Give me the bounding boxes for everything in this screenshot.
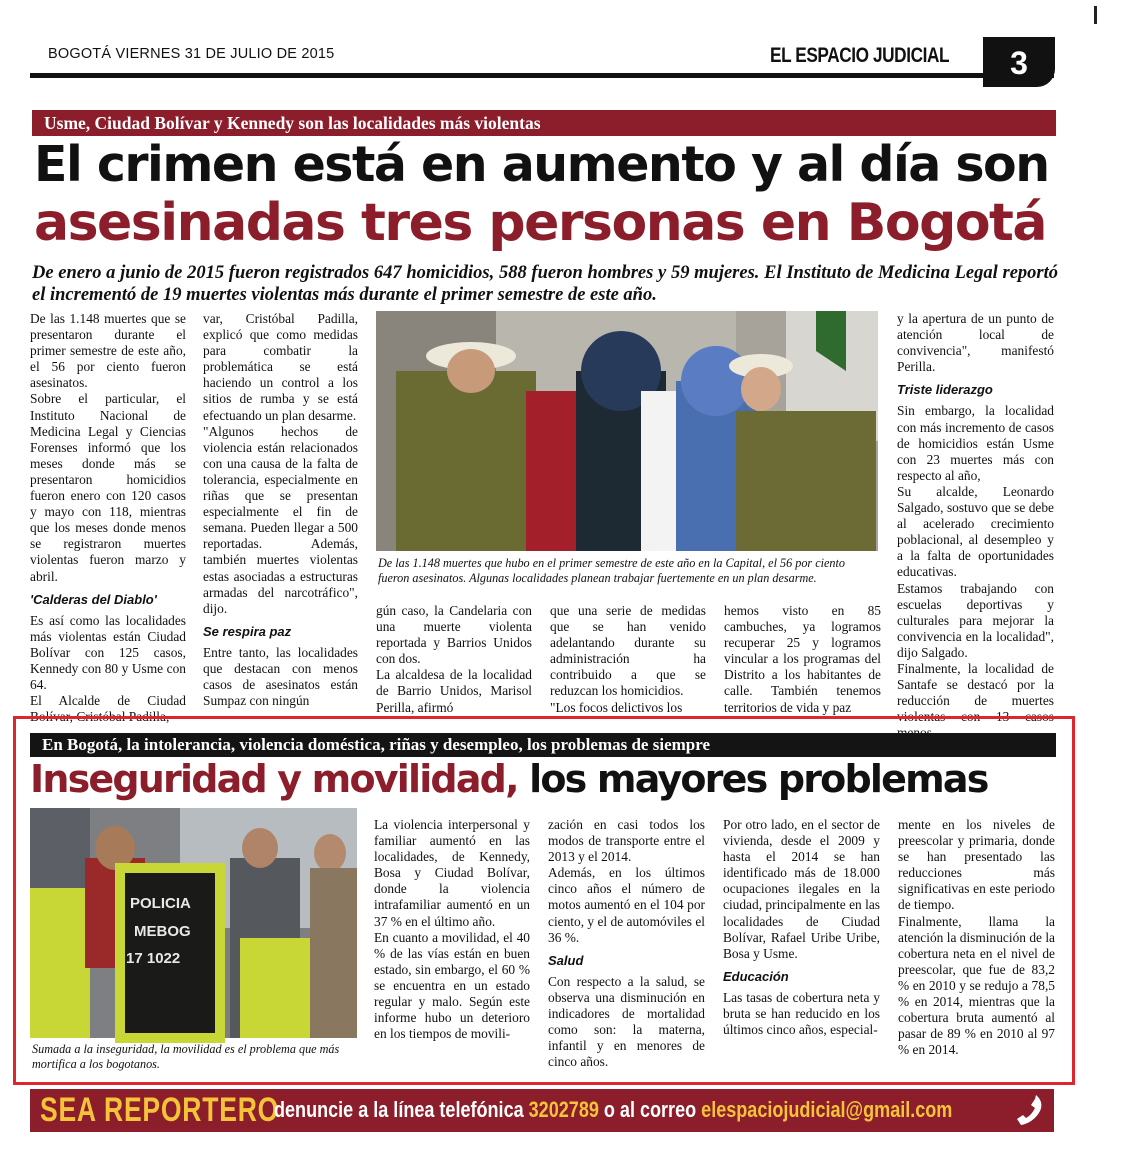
article1-column-2 xyxy=(203,311,358,713)
paragraph: Sobre el particular, el Instituto Nacional de Medicina Legal y Ciencias Forenses informó que los meses donde más se presentaron homicidios fueron enero con 120 casos y mayo con 118, mientras que los meses donde menos se registraron muertes violentas fueron marzo y abril. xyxy=(30,391,186,584)
paragraph: En cuanto a movilidad, el 40 % de las vías están en buen estado, sin embargo, el 60 % se encuentra en un estado regular y malo. Según este informe hubo un deterioro en los tiempos de movili- xyxy=(374,929,530,1042)
article1-column-6 xyxy=(897,311,1054,725)
article2-column-1 xyxy=(374,817,530,1077)
headline-black-part: los mayores problemas xyxy=(517,757,988,801)
subheading: Se respira paz xyxy=(203,623,292,639)
banner-email[interactable]: elespaciojudicial@gmail.com xyxy=(701,1097,953,1122)
article1-photo xyxy=(376,311,878,551)
article1-column-1 xyxy=(30,311,186,725)
paragraph: La alcaldesa de la localidad de Barrio Unidos, Marisol Perilla, afirmó xyxy=(376,667,532,715)
paragraph: De las 1.148 muertes que se presentaron durante el primer semestre de este año, el 56 por ciento fueron asesinatos. xyxy=(30,311,186,391)
paragraph: Las tasas de cobertura neta y bruta se han reducido en los últimos cinco años, especial- xyxy=(723,989,880,1038)
article2-column-4 xyxy=(898,817,1055,1077)
paragraph: mente en los niveles de preescolar y primaria, donde se han presentado las reducciones más significativas en este periodo de tiempo. xyxy=(898,817,1055,913)
paragraph: Su alcalde, Leonardo Salgado, sostuvo que se debe al acelerado crecimiento poblacional, al desempleo y a la falta de oportunidades educativas. xyxy=(897,483,1054,580)
paragraph: Sin embargo, la localidad con más incremento de casos de homicidios están Usme con 23 muertes más con respecto al año, xyxy=(897,403,1054,483)
article1-headline-line1: El crimen está en aumento y al día son xyxy=(34,136,1049,193)
vest-text-line-3: 17 1022 xyxy=(126,950,181,967)
paragraph: Finalmente, la localidad de Santafe se destacó por la reducción de muertes violentas con 13 casos xyxy=(897,660,1054,725)
subheading: Triste liderazgo xyxy=(897,382,993,398)
paragraph: hemos visto en 85 cambuches, ya logramos recuperar 25 y logramos vincular a los programas del Distrito a los habitantes de calle. También tenemos territorios de vida y paz xyxy=(724,603,881,715)
article2-kicker: En Bogotá, la intolerancia, violencia doméstica, riñas y desempleo, los problemas de siempre xyxy=(30,733,1056,757)
section-name: EL ESPACIO JUDICIAL xyxy=(770,44,950,67)
dateline: BOGOTÁ VIERNES 31 DE JULIO DE 2015 xyxy=(48,46,335,62)
paragraph: zación en casi todos los modos de transporte entre el 2013 y el 2014. xyxy=(548,817,705,865)
article2-photo-caption: Sumada a la inseguridad, la movilidad es el problema que más mortifica a los bogotanos. xyxy=(32,1042,340,1071)
page-number: 3 xyxy=(983,37,1055,87)
paragraph: Además, en los últimos cinco años el número de motos aumentó en el 104 por ciento, y el de automóviles el 36 %. xyxy=(548,865,705,945)
article1-photo-caption: De las 1.148 muertes que hubo en el primer semestre de este año en la Capital, el 56 por ciento fueron asesinatos. Algunas localidades planean trabajar fuertemente en un plan desarme. xyxy=(378,556,845,585)
paragraph: que una serie de medidas que se han venido adelantando durante su administración ha contribuido a que se reduzcan los homicidios. xyxy=(550,603,706,699)
paragraph: Entre tanto, las localidades que destacan con menos casos de asesinatos están Sumpaz con ningún xyxy=(203,644,358,709)
article1-column-5 xyxy=(724,603,881,713)
corner-crop-mark xyxy=(1094,6,1097,24)
header-rule xyxy=(30,73,1054,78)
paragraph: Con respecto a la salud, se observa una disminución en indicadores de mortalidad como son: la materna, infantil y en menores de cinco años. xyxy=(548,973,705,1070)
reporter-banner xyxy=(30,1089,1054,1132)
phone-icon xyxy=(1014,1093,1044,1132)
banner-text-lead: denuncie a la línea telefónica xyxy=(274,1097,529,1122)
subheading: Educación xyxy=(723,968,789,984)
banner-title: SEA REPORTERO xyxy=(40,1091,280,1129)
vest-text-line-1: POLICIA xyxy=(130,895,191,912)
article1-kicker: Usme, Ciudad Bolívar y Kennedy son las localidades más violentas xyxy=(32,110,1056,136)
paragraph: "Los focos delictivos los xyxy=(550,699,683,715)
article1-column-3 xyxy=(376,603,532,713)
vest-text-line-2: MEBOG xyxy=(134,923,191,940)
subheading: Salud xyxy=(548,952,584,968)
article2-photo xyxy=(30,808,357,1038)
article2-headline xyxy=(30,757,988,801)
paragraph: "Algunos hechos de violencia están relacionados con una causa de la falta de tolerancia, especialmente en riñas que se presentan especialmente el fin de semana. Pueden llegar a 500 reportadas. Además, también muertes violentas estas asociadas a estructuras armadas del narcotráfico", dijo. xyxy=(203,423,358,616)
headline-red-part: Inseguridad y movilidad, xyxy=(30,757,518,801)
article2-column-3 xyxy=(723,817,880,1077)
paragraph: var, Cristóbal Padilla, explicó que como medidas para combatir la problemática se está haciendo un control a los sitios de rumba y se está efectuando un plan desarme. xyxy=(203,311,358,423)
paragraph: gún caso, la Candelaria con una muerte violenta reportada y Barrios Unidos con dos. xyxy=(376,603,532,667)
article1-column-4 xyxy=(550,603,706,713)
paragraph: Por otro lado, en el sector de vivienda, desde el 2009 y hasta el 2014 se han identificado más de 18.000 ocupaciones ilegales en la ciudad, principalmente en las localidades de Ciudad Bolívar, Rafael Uribe Uribe, Bosa y Usme. xyxy=(723,817,880,961)
police-escort-photo xyxy=(376,311,878,551)
paragraph: Es así como las localidades más violentas están Ciudad Bolívar con 125 casos, Kennedy con 80 y Usme con 64. xyxy=(30,612,186,693)
banner-text-mid: o al correo xyxy=(598,1097,702,1122)
paragraph: y la apertura de un punto de atención local de convivencia", manifestó Perilla. xyxy=(897,311,1054,375)
paragraph: Estamos trabajando con escuelas deportivas y culturales para mejorar la convivencia en la localidad", dijo Salgado. xyxy=(897,580,1054,660)
police-crowd-photo xyxy=(30,808,357,1038)
banner-text xyxy=(274,1097,952,1123)
paragraph: El Alcalde de Ciudad Bolívar, Cristóbal Padilla, xyxy=(30,693,186,725)
article1-headline-line2: asesinadas tres personas en Bogotá xyxy=(34,193,1047,253)
article2-column-2 xyxy=(548,817,705,1077)
subheading: 'Calderas del Diablo' xyxy=(30,591,157,607)
paragraph: Finalmente, llama la atención la disminución de la cobertura neta en el nivel de preescolar, que fue de 83,2 % en 2010 y se redujo a 78,5 % en 2014, mientras que la cobertura bruta aumentó al pasar de 89 % en 2010 al 97 % en 2014. xyxy=(898,913,1055,1058)
banner-phone-number[interactable]: 3202789 xyxy=(528,1097,599,1122)
article1-deck: De enero a junio de 2015 fueron registrados 647 homicidios, 588 fueron hombres y 59 mujeres. El Instituto de Medicina Legal reportó el incrementó de 19 muertes violentas más durante el primer semestre de este año. xyxy=(32,263,1058,305)
paragraph: La violencia interpersonal y familiar aumentó en las localidades, de Kennedy, Bosa y Ciudad Bolívar, donde la violencia intrafamiliar aumentó en un 37 % en el último año. xyxy=(374,817,530,929)
